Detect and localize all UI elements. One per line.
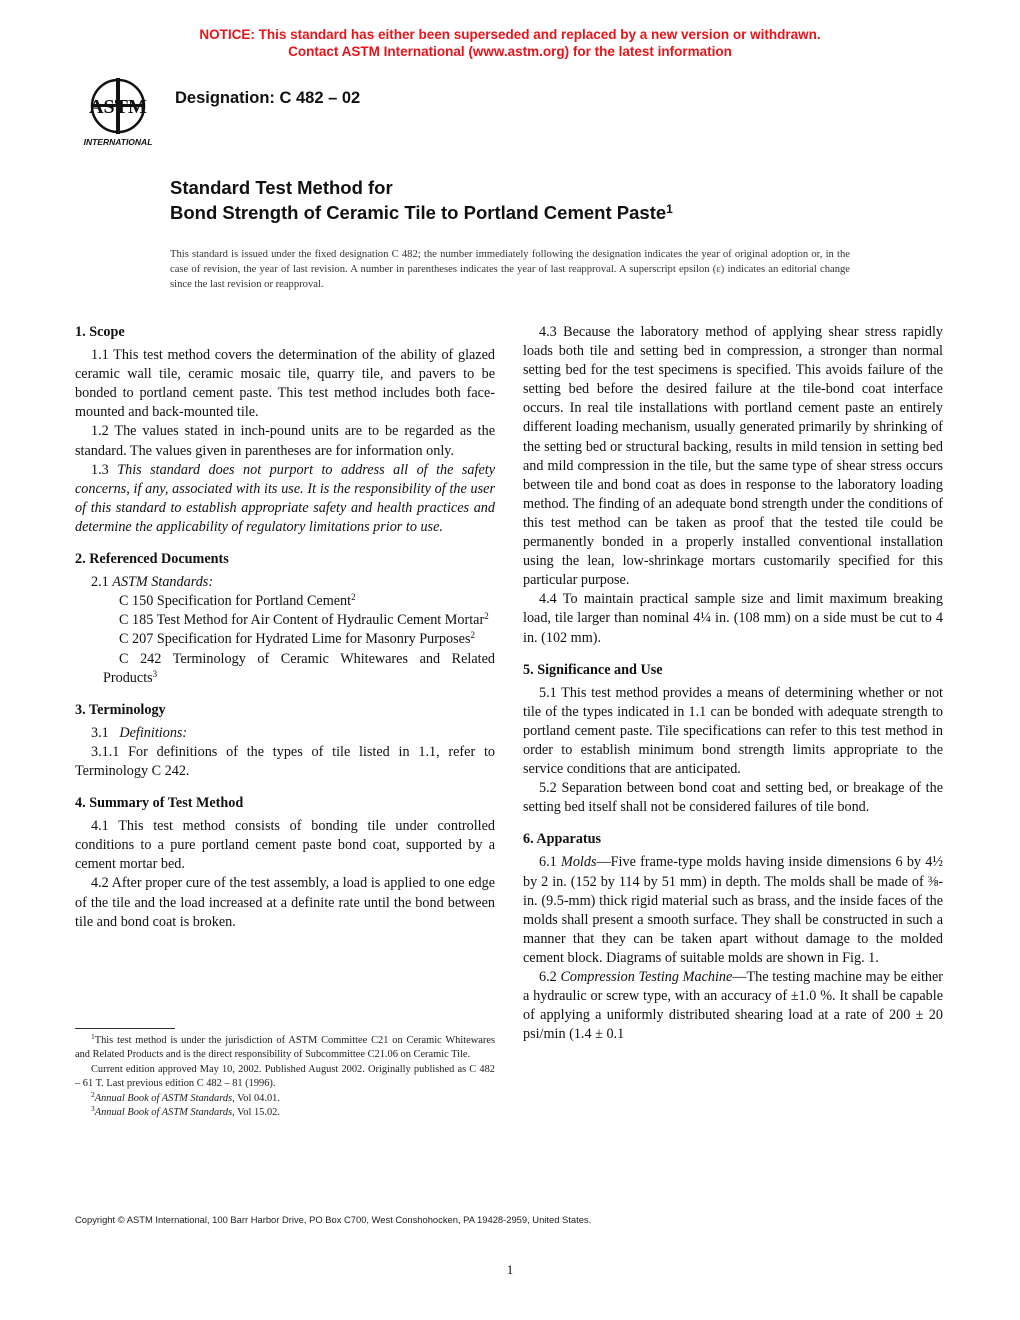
section-heading-apparatus: 6. Apparatus [523, 831, 602, 848]
section-heading-terminology: 3. Terminology [75, 701, 166, 718]
title-line-2 [170, 200, 890, 225]
para-1-2: 1.2 The values stated in inch-pound units are to be regarded as the standard. The values given in parentheses are for information only. [75, 423, 495, 459]
para-4-4: 4.4 To maintain practical sample size and limit maximum breaking load, tile larger than nominal 4¼ in. (108 mm) on a side must be cut to 4 in. (102 mm). [523, 591, 943, 646]
section-heading-summary: 4. Summary of Test Method [75, 795, 244, 812]
copyright: Copyright © ASTM International, 100 Barr Harbor Drive, PO Box C700, West Conshohocken, PA 19428-2959, United States. [75, 1214, 592, 1225]
reference-item: C 242 Terminology of Ceramic Whitewares and Related Products$^3$ [103, 650, 495, 686]
title-footnote-mark: 1 [666, 202, 673, 216]
notice-line-2: Contact ASTM International (www.astm.org) for the latest information [288, 44, 732, 59]
right-column [523, 323, 943, 1044]
title-main: Bond Strength of Ceramic Tile to Portland Cement Paste [170, 202, 667, 223]
para-1-3-text: This standard does not purport to address all of the safety concerns, if any, associated with its use. It is the responsibility of the user of this standard to establish appropriate safety and health practices and determine the applicability of regulatory limitations prior to use. [75, 461, 495, 535]
designation: Designation: C 482 – 02 [175, 89, 361, 107]
para-5-1: 5.1 This test method provides a means of determining whether or not tile of the types indicated in 1.1 can be bonded with adequate strength to portland cement paste. Tile specifications can refer to this test method in order to establish minimum bond strength limits appropriate to the service conditions that are anticipated. [523, 684, 943, 778]
footnote-1-edition: Current edition approved May 10, 2002. Published August 2002. Originally published as C 482 – 61 T. Last previous edition C 482 – 81 (1996). [75, 1063, 495, 1090]
reference-item: C 207 Specification for Hydrated Lime for Masonry Purposes$^2$ [119, 630, 475, 648]
reference-item: C 150 Specification for Portland Cement$^2$ [119, 592, 356, 610]
section-heading-significance: 5. Significance and Use [523, 661, 663, 678]
left-column [75, 323, 495, 932]
section-heading-referenced-documents: 2. Referenced Documents [75, 551, 229, 568]
logo-letters: ASTM [89, 96, 147, 118]
para-4-2: 4.2 After proper cure of the test assembly, a load is applied to one edge of the tile and the load increased at a definite rate until the bond between tile and bond coat is broken. [75, 875, 495, 930]
para-4-1: 4.1 This test method consists of bonding tile under controlled conditions to a pure portland cement paste bond coat, supported by a cement mortar bed. [75, 818, 495, 873]
para-3-1: 3.1 Definitions: [91, 724, 188, 741]
footnote-1: $^1$This test method is under the jurisdiction of ASTM Committee C21 on Ceramic Whitewares and Related Products and is the direct responsibility of Subcommittee C21.06 on Ceramic Tile. [75, 1032, 495, 1061]
para-1-1: 1.1 This test method covers the determination of the ability of glazed ceramic wall tile, ceramic mosaic tile, quarry tile, and pavers to be bonded to portland cement paste. This test method includes both face-mounted and back-mounted tile. [75, 347, 495, 421]
page-number: 1 [506, 1262, 514, 1277]
para-3-1-1: 3.1.1 For definitions of the types of tile listed in 1.1, refer to Terminology C 242. [75, 743, 495, 779]
reference-item: C 185 Test Method for Air Content of Hydraulic Cement Mortar$^2$ [119, 611, 489, 629]
para-6-1: 6.1 Molds—Five frame-type molds having inside dimensions 6 by 4½ by 2 in. (152 by 114 by 51 mm) in depth. The molds shall be made of ⅜-in. (9.5-mm) thick rigid material such as brass, and the inside faces of the molds shall present a smooth surface. They shall be constructed in such a manner that they can be taken apart without damage to the molded cement block. Diagrams of suitable molds are shown in Fig. 1. [523, 854, 944, 966]
withdrawn-notice [0, 26, 1020, 60]
footnotes [75, 1034, 495, 1120]
para-2-1: 2.1 ASTM Standards: [91, 574, 214, 591]
astm-logo [76, 76, 160, 148]
para-4-3: 4.3 Because the laboratory method of applying shear stress rapidly loads both tile and setting bed in compression, a stronger than normal setting bed for the test specimens is specified. This avoids failure of the setting bed before the desired failure at the tile-bond coat interface occurs. In real tile installations with portland cement paste an entirely different loading mechanism, usually generated primarily by shrinking of the setting bed or structural backing, results in mild tension in setting bed and mild compression in the tile, but the same type of shear stress occurs between tile and bond coat as does in response to the laboratory loading method. The finding of an adequate bond strength under the conditions of this test method can be taken as proof that the tested tile could be permanently bonded in a properly installed conventional installation using the lean, low-shrinkage mortars customarily specified for this particular purpose. [523, 324, 943, 589]
para-5-2: 5.2 Separation between bond coat and setting bed, or breakage of the setting bed itself shall not be considered failures of tile bond. [523, 780, 943, 816]
notice-line-1: NOTICE: This standard has either been superseded and replaced by a new version or withdrawn. [199, 27, 821, 42]
footnote-rule [75, 1028, 175, 1029]
title-line-1: Standard Test Method for [170, 177, 393, 198]
document-title [170, 175, 890, 225]
footnote-3: $^3$Annual Book of ASTM Standards, Vol 15.02. [91, 1104, 280, 1119]
section-heading-scope: 1. Scope [75, 324, 125, 340]
preamble: This standard is issued under the fixed designation C 482; the number immediately following the designation indicates the year of original adoption or, in the case of revision, the year of last revision. A number in parentheses indicates the year of last reapproval. A superscript epsilon (ε) indicates an editorial change since the last revision or reapproval. [170, 249, 850, 290]
logo-subtext: INTERNATIONAL [83, 137, 153, 147]
para-6-2: 6.2 Compression Testing Machine—The testing machine may be either a hydraulic or screw type, with an accuracy of ±1.0 %. It shall be capable of applying a uniformly distributed shearing load at a rate of 200 ± 20 psi/min (1.4 ± 0.1 [523, 969, 943, 1043]
footnote-2: $^2$Annual Book of ASTM Standards, Vol 04.01. [91, 1089, 280, 1104]
para-1-3: 1.3 This standard does not purport to address all of the safety concerns, if any, associated with its use. It is the responsibility of the user of this standard to establish appropriate safety and health practices and determine the applicability of regulatory limitations prior to use. [75, 461, 495, 535]
